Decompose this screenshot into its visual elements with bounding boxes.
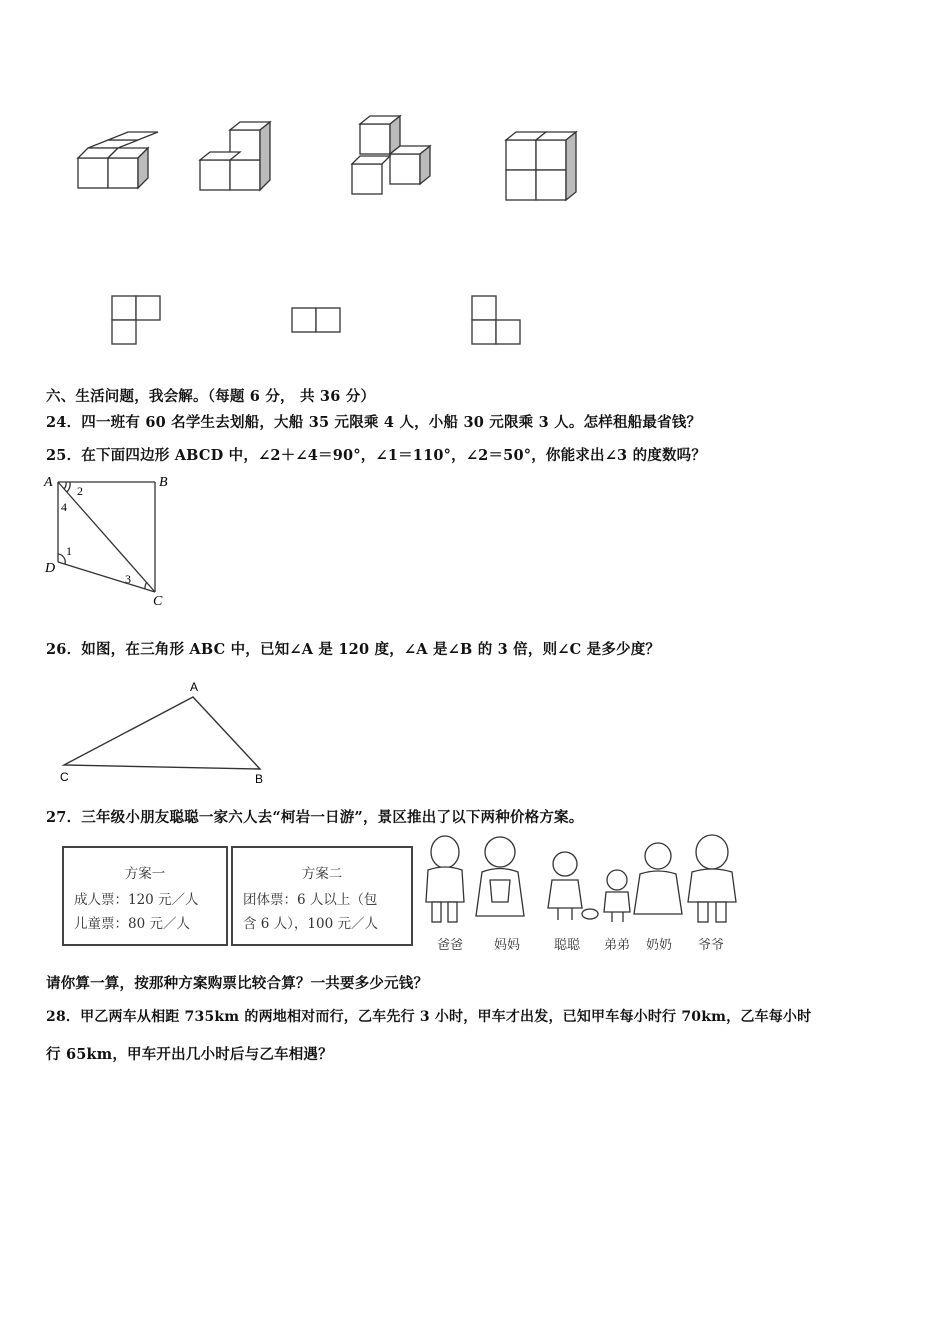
person-label-grandpa: 爷爷 <box>697 938 724 953</box>
quadrilateral-abcd-figure <box>40 470 180 610</box>
cube-figures <box>60 100 600 220</box>
cube-figure-1 <box>78 132 158 188</box>
plan-one-title: 方案一 <box>124 866 166 882</box>
pricing-plan-two <box>231 846 413 946</box>
angle-label-4: 4 <box>61 500 67 514</box>
person-label-grandma: 奶奶 <box>645 938 672 953</box>
question-27-followup: 请你算一算，按那种方案购票比较合算？一共要多少元钱？ <box>46 975 429 992</box>
plan-one-adult-ticket: 成人票：120 元／人 <box>74 892 199 908</box>
plan-one-child-ticket: 儿童票：80 元／人 <box>74 916 190 932</box>
pricing-plan-one <box>62 846 228 946</box>
cube-figure-3 <box>352 116 430 194</box>
vertex-label-a: A <box>190 680 199 694</box>
family-illustration <box>420 832 750 932</box>
vertex-label-d: D <box>45 561 56 576</box>
question-28-line-1: 28．甲乙两车从相距 735km 的两地相对而行，乙车先行 3 小时，甲车才出发，已知甲车每小时行 70km，乙车每小时 <box>46 1009 812 1025</box>
grandpa-figure <box>688 835 736 922</box>
person-label-dad: 爸爸 <box>436 938 463 953</box>
mom-figure <box>476 837 524 916</box>
dad-figure <box>426 836 464 922</box>
view-shape-1 <box>112 296 160 344</box>
question-24: 24．四一班有 60 名学生去划船，大船 35 元限乘 4 人，小船 30 元限乘 3 人。怎样租船最省钱？ <box>46 414 702 431</box>
plan-two-title: 方案二 <box>301 866 343 882</box>
plan-two-group-ticket: 团体票：6 人以上（包 <box>243 892 378 908</box>
angle-label-3: 3 <box>125 572 131 586</box>
brother-figure <box>604 870 630 922</box>
vertex-label-b: B <box>255 772 264 786</box>
person-label-brother: 弟弟 <box>603 938 630 953</box>
vertex-label-a: A <box>44 475 53 490</box>
congcong-figure <box>548 852 598 920</box>
person-label-mom: 妈妈 <box>493 938 520 953</box>
person-label-congcong: 聪聪 <box>553 938 580 953</box>
vertex-label-b: B <box>159 475 168 490</box>
question-28-line-2: 行 65km，甲车开出几小时后与乙车相遇？ <box>46 1046 333 1063</box>
plan-two-group-ticket-cont: 含 6 人），100 元／人 <box>243 916 378 932</box>
cube-figure-4 <box>506 132 576 200</box>
vertex-label-c: C <box>153 594 163 609</box>
view-shape-2 <box>292 308 340 332</box>
question-25: 25．在下面四边形 ABCD 中，∠2＋∠4＝90°，∠1＝110°，∠2＝50°，你能求出∠3 的度数吗？ <box>46 447 707 464</box>
grandma-figure <box>634 843 682 914</box>
cube-figure-2 <box>200 122 270 190</box>
question-26: 26．如图，在三角形 ABC 中，已知∠A 是 120 度，∠A 是∠B 的 3 倍，则∠C 是多少度？ <box>46 641 661 658</box>
triangle-abc-figure <box>50 675 280 790</box>
section-six-heading: 六、生活问题，我会解。（每题 6 分， 共 36 分） <box>46 388 376 405</box>
view-shape-3 <box>472 296 520 344</box>
angle-label-1: 1 <box>66 544 72 558</box>
angle-label-2: 2 <box>77 484 83 498</box>
view-figures <box>100 290 540 350</box>
vertex-label-c: C <box>60 770 69 784</box>
question-27: 27．三年级小朋友聪聪一家六人去“柯岩一日游”，景区推出了以下两种价格方案。 <box>46 809 584 826</box>
